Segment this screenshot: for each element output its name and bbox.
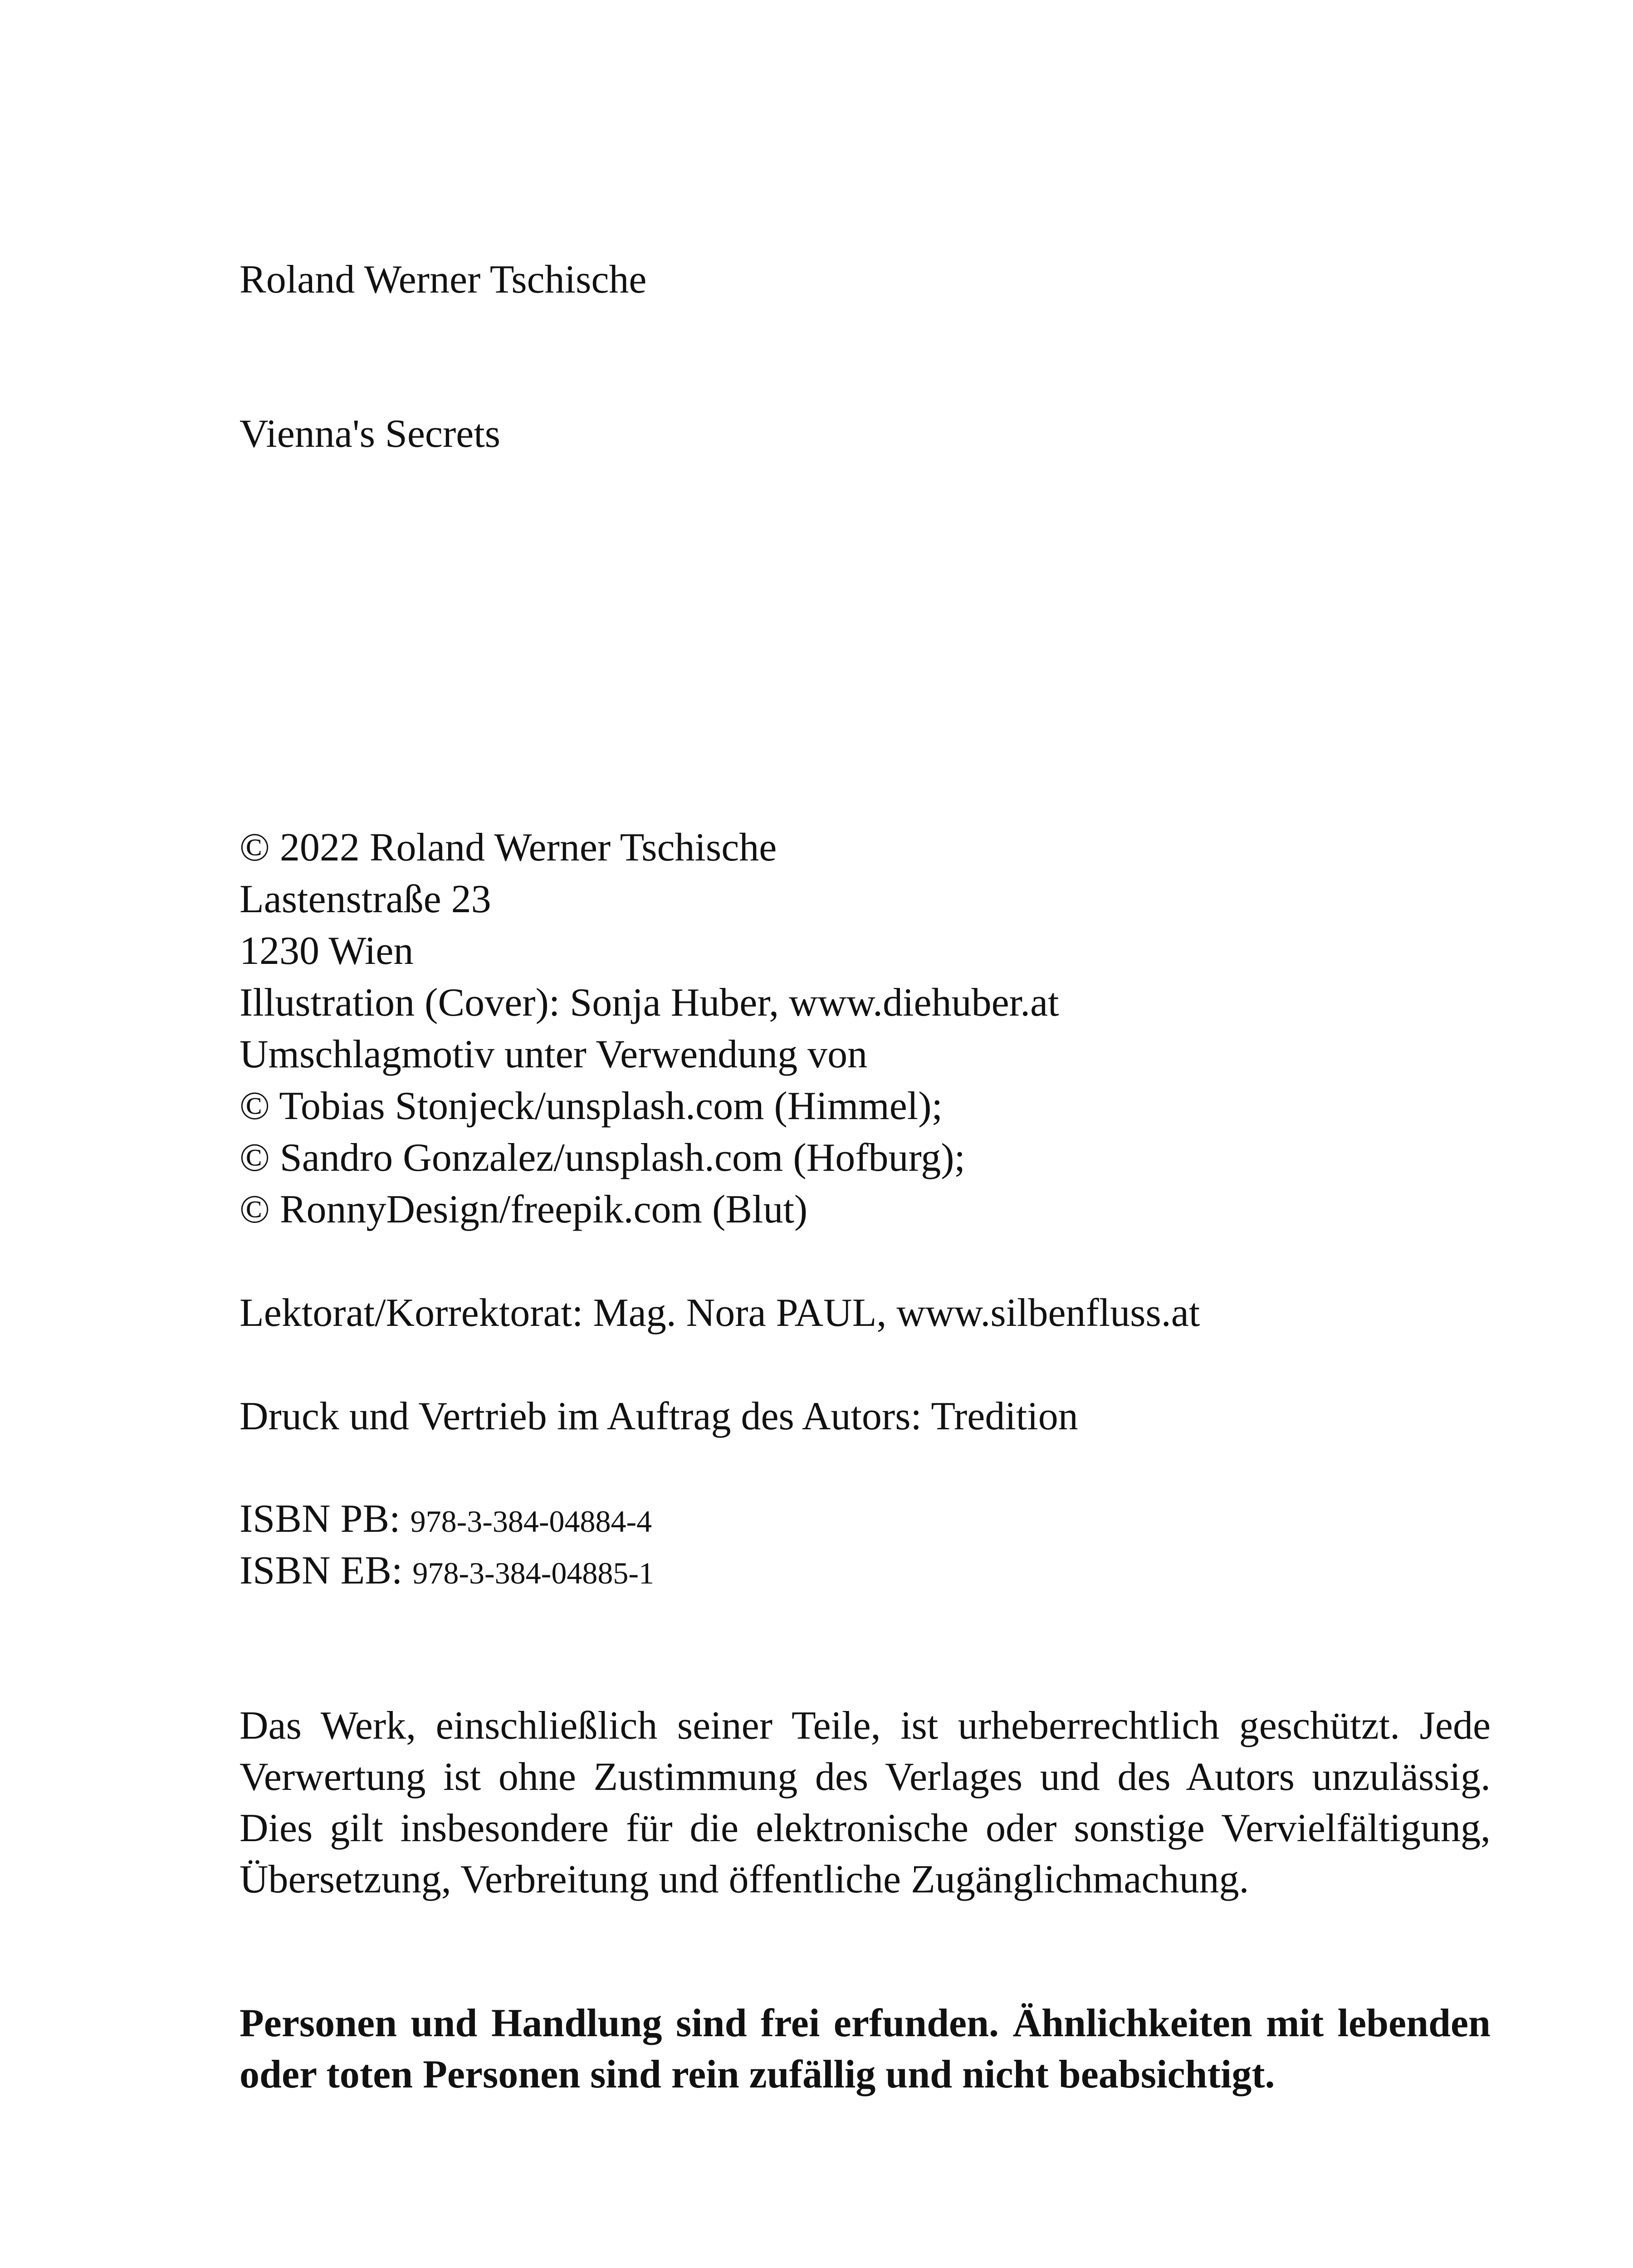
imprint-line: © Sandro Gonzalez/unsplash.com (Hofburg); bbox=[240, 1136, 965, 1180]
distribution-credit: Druck und Vertrieb im Auftrag des Autors: Tredition bbox=[240, 1394, 1078, 1438]
imprint-line: Illustration (Cover): Sonja Huber, www.diehuber.at bbox=[240, 981, 1059, 1025]
imprint-line: 1230 Wien bbox=[240, 929, 414, 973]
imprint-line: © RonnyDesign/freepik.com (Blut) bbox=[240, 1188, 808, 1232]
book-title: Vienna's Secrets bbox=[240, 412, 501, 456]
imprint-line: Umschlagmotiv unter Verwendung von bbox=[240, 1032, 868, 1076]
editing-credit: Lektorat/Korrektorat: Mag. Nora PAUL, www.silbenfluss.at bbox=[240, 1291, 1200, 1335]
isbn-eb-label: ISBN EB: bbox=[240, 1549, 403, 1593]
copyright-notice: Das Werk, einschließlich seiner Teile, ist urheberrechtlich geschützt. Jede Verwertung ist ohne Zustimmung des Verlages und des Autors unzulässig. Dies gilt insbesondere für die elektronische oder sonstige Vervielfältigung, Übersetzung, Verbreitung und öffentliche Zugänglichmachung. bbox=[240, 1704, 1491, 1901]
isbn-pb-label: ISBN PB: bbox=[240, 1497, 401, 1541]
isbn-pb bbox=[240, 1493, 652, 1547]
imprint-line: © Tobias Stonjeck/unsplash.com (Himmel); bbox=[240, 1084, 943, 1128]
isbn-eb bbox=[240, 1545, 654, 1599]
author-name: Roland Werner Tschische bbox=[240, 258, 647, 302]
imprint-line: © 2022 Roland Werner Tschische bbox=[240, 826, 777, 870]
isbn-pb-value: 978-3-384-04884-4 bbox=[410, 1504, 652, 1539]
imprint-line: Lastenstraße 23 bbox=[240, 877, 491, 921]
fiction-disclaimer: Personen und Handlung sind frei erfunden. Ähnlichkeiten mit lebenden oder toten Personen sind rein zufällig und nicht beabsichtigt. bbox=[240, 2001, 1491, 2097]
isbn-eb-value: 978-3-384-04885-1 bbox=[412, 1556, 654, 1590]
